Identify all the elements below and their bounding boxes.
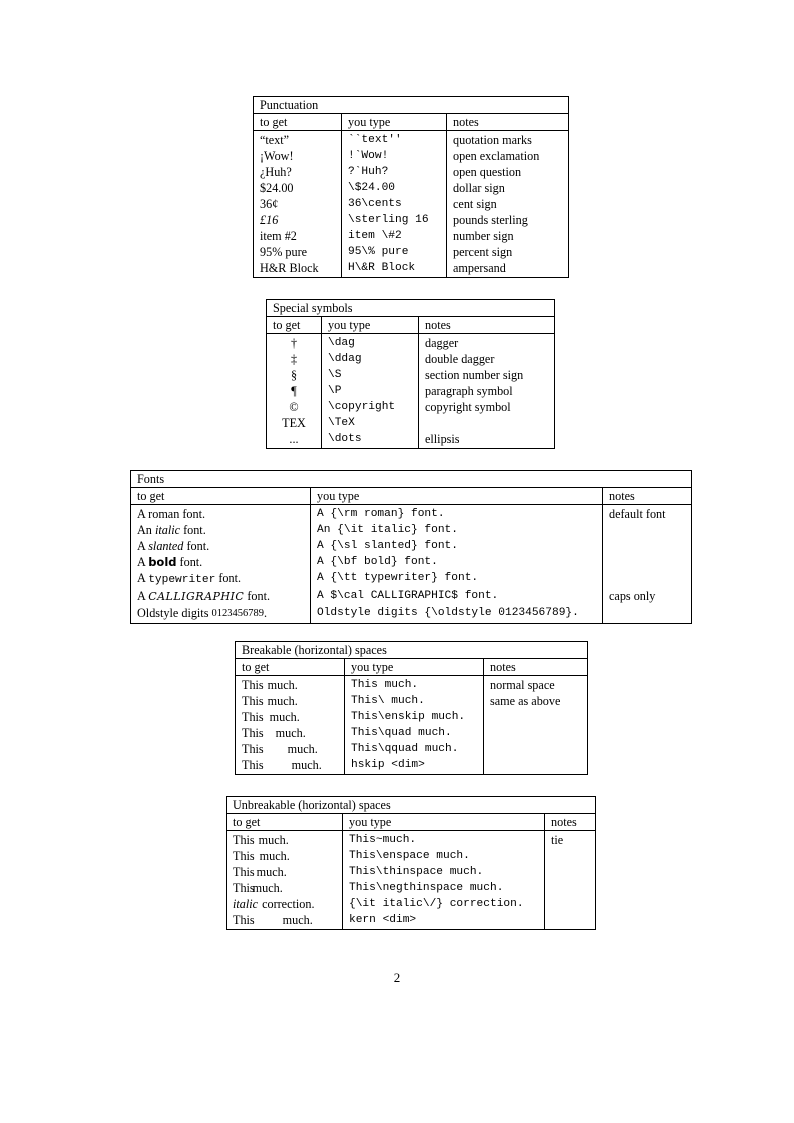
- notes-cell: [484, 709, 588, 725]
- table-row: [227, 880, 596, 896]
- you-type-cell: This\enspace much.: [343, 848, 545, 864]
- bold-sample: bold: [148, 555, 177, 569]
- notes-cell: tie: [545, 831, 596, 849]
- table-row: [131, 522, 692, 538]
- to-get-cell: This much.: [227, 831, 343, 849]
- fonts-title: Fonts: [131, 471, 692, 488]
- italic-sample: italic: [154, 523, 181, 537]
- to-get-cell: “text”: [254, 131, 342, 149]
- notes-cell: [545, 912, 596, 930]
- you-type-cell: \copyright: [322, 399, 419, 415]
- header-you-type: you type: [342, 114, 447, 131]
- table-row: [267, 334, 555, 352]
- to-get-cell: This much.: [227, 864, 343, 880]
- unbreakable-spaces-title: Unbreakable (horizontal) spaces: [227, 797, 596, 814]
- you-type-cell: \dag: [322, 334, 419, 352]
- you-type-cell: kern <dim>: [343, 912, 545, 930]
- table-row: [254, 148, 569, 164]
- table-row: [236, 757, 588, 775]
- table-row: [254, 212, 569, 228]
- to-get-cell: italic correction.: [227, 896, 343, 912]
- copyright-symbol: ©: [267, 399, 322, 415]
- calligraphic-sample: CALLIGRAPHIC: [148, 590, 245, 603]
- fonts-table: [130, 470, 692, 624]
- you-type-cell: This\ much.: [345, 693, 484, 709]
- to-get-cell: 36¢: [254, 196, 342, 212]
- to-get-cell: This much.: [236, 676, 345, 694]
- you-type-cell: A {\bf bold} font.: [311, 554, 603, 570]
- header-notes: notes: [603, 488, 692, 505]
- notes-cell: open question: [447, 164, 569, 180]
- header-you-type: you type: [343, 814, 545, 831]
- oldstyle-digits-sample: 0123456789: [211, 608, 264, 619]
- section-symbol: §: [267, 367, 322, 383]
- you-type-cell: ?`Huh?: [342, 164, 447, 180]
- table-row: [267, 431, 555, 449]
- you-type-cell: \P: [322, 383, 419, 399]
- header-to-get: to get: [131, 488, 311, 505]
- to-get-cell: H&R Block: [254, 260, 342, 278]
- typewriter-sample: typewriter: [148, 574, 216, 586]
- table-row: [227, 896, 596, 912]
- notes-cell: [545, 880, 596, 896]
- table-row: [131, 554, 692, 570]
- to-get-cell: A CALLIGRAPHIC font.: [131, 588, 311, 605]
- you-type-cell: An {\it italic} font.: [311, 522, 603, 538]
- header-you-type: you type: [322, 317, 419, 334]
- table-row: [267, 383, 555, 399]
- punctuation-table: [253, 96, 569, 278]
- notes-cell: ampersand: [447, 260, 569, 278]
- to-get-cell: This much.: [236, 725, 345, 741]
- you-type-cell: hskip <dim>: [345, 757, 484, 775]
- table-row: [236, 693, 588, 709]
- notes-cell: pounds sterling: [447, 212, 569, 228]
- notes-cell: default font: [603, 505, 692, 523]
- to-get-cell: This much.: [227, 912, 343, 930]
- header-to-get: to get: [227, 814, 343, 831]
- notes-cell: dagger: [419, 334, 555, 352]
- notes-cell: [603, 570, 692, 588]
- to-get-cell: This much.: [227, 848, 343, 864]
- notes-cell: copyright symbol: [419, 399, 555, 415]
- notes-cell: section number sign: [419, 367, 555, 383]
- table-row: [227, 848, 596, 864]
- double-dagger-symbol: ‡: [267, 351, 322, 367]
- header-you-type: you type: [311, 488, 603, 505]
- notes-cell: number sign: [447, 228, 569, 244]
- you-type-cell: \sterling 16: [342, 212, 447, 228]
- notes-cell: paragraph symbol: [419, 383, 555, 399]
- to-get-cell: A bold font.: [131, 554, 311, 570]
- you-type-cell: This~much.: [343, 831, 545, 849]
- table-row: [227, 864, 596, 880]
- tex-logo: TEX: [267, 415, 322, 431]
- you-type-cell: 95\% pure: [342, 244, 447, 260]
- table-row: [131, 570, 692, 588]
- notes-cell: caps only: [603, 588, 692, 605]
- header-notes: notes: [419, 317, 555, 334]
- notes-cell: normal space: [484, 676, 588, 694]
- breakable-spaces-table: [235, 641, 588, 775]
- table-row: [254, 180, 569, 196]
- punctuation-title: Punctuation: [254, 97, 569, 114]
- header-notes: notes: [484, 659, 588, 676]
- header-to-get: to get: [236, 659, 345, 676]
- you-type-cell: \S: [322, 367, 419, 383]
- table-row: [227, 831, 596, 849]
- table-row: [254, 260, 569, 278]
- you-type-cell: A {\rm roman} font.: [311, 505, 603, 523]
- slanted-sample: slanted: [148, 539, 184, 553]
- notes-cell: [484, 741, 588, 757]
- unbreakable-spaces-table: [226, 796, 596, 930]
- notes-cell: [545, 896, 596, 912]
- to-get-cell: 95% pure: [254, 244, 342, 260]
- table-row: [236, 741, 588, 757]
- notes-cell: [419, 415, 555, 431]
- table-row: [131, 538, 692, 554]
- you-type-cell: This\thinspace much.: [343, 864, 545, 880]
- notes-cell: [603, 605, 692, 624]
- to-get-cell: £16: [254, 212, 342, 228]
- you-type-cell: This\enskip much.: [345, 709, 484, 725]
- header-notes: notes: [447, 114, 569, 131]
- special-symbols-table: [266, 299, 555, 449]
- breakable-spaces-title: Breakable (horizontal) spaces: [236, 642, 588, 659]
- table-row: [236, 709, 588, 725]
- you-type-cell: !`Wow!: [342, 148, 447, 164]
- to-get-cell: This much.: [236, 741, 345, 757]
- table-row: [267, 415, 555, 431]
- table-row: [267, 351, 555, 367]
- notes-cell: [484, 757, 588, 775]
- to-get-cell: $24.00: [254, 180, 342, 196]
- to-get-cell: This much.: [236, 709, 345, 725]
- you-type-cell: \TeX: [322, 415, 419, 431]
- table-row: [254, 131, 569, 149]
- table-row: [267, 399, 555, 415]
- notes-cell: [545, 848, 596, 864]
- notes-cell: [484, 725, 588, 741]
- you-type-cell: A {\tt typewriter} font.: [311, 570, 603, 588]
- notes-cell: [545, 864, 596, 880]
- table-row: [131, 505, 692, 523]
- notes-cell: [603, 554, 692, 570]
- table-row: [254, 196, 569, 212]
- you-type-cell: {\it italic\/} correction.: [343, 896, 545, 912]
- notes-cell: dollar sign: [447, 180, 569, 196]
- notes-cell: cent sign: [447, 196, 569, 212]
- you-type-cell: This\qquad much.: [345, 741, 484, 757]
- you-type-cell: A {\sl slanted} font.: [311, 538, 603, 554]
- to-get-cell: Oldstyle digits 0123456789.: [131, 605, 311, 624]
- table-row: [254, 228, 569, 244]
- you-type-cell: 36\cents: [342, 196, 447, 212]
- to-get-cell: This much.: [236, 693, 345, 709]
- you-type-cell: This\quad much.: [345, 725, 484, 741]
- notes-cell: quotation marks: [447, 131, 569, 149]
- you-type-cell: Oldstyle digits {\oldstyle 0123456789}.: [311, 605, 603, 624]
- table-row: [267, 367, 555, 383]
- ellipsis-symbol: ...: [267, 431, 322, 449]
- table-row: [254, 244, 569, 260]
- you-type-cell: \dots: [322, 431, 419, 449]
- to-get-cell: A slanted font.: [131, 538, 311, 554]
- table-row: [131, 605, 692, 624]
- you-type-cell: item \#2: [342, 228, 447, 244]
- header-to-get: to get: [254, 114, 342, 131]
- you-type-cell: ``text'': [342, 131, 447, 149]
- notes-cell: [603, 538, 692, 554]
- table-row: [236, 725, 588, 741]
- table-row: [254, 164, 569, 180]
- you-type-cell: This much.: [345, 676, 484, 694]
- header-to-get: to get: [267, 317, 322, 334]
- table-row: [131, 588, 692, 605]
- notes-cell: same as above: [484, 693, 588, 709]
- paragraph-symbol: ¶: [267, 383, 322, 399]
- notes-cell: open exclamation: [447, 148, 569, 164]
- to-get-cell: An italic font.: [131, 522, 311, 538]
- to-get-cell: Thismuch.: [227, 880, 343, 896]
- notes-cell: ellipsis: [419, 431, 555, 449]
- header-you-type: you type: [345, 659, 484, 676]
- you-type-cell: H\&R Block: [342, 260, 447, 278]
- notes-cell: percent sign: [447, 244, 569, 260]
- page-number: 2: [393, 970, 401, 985]
- you-type-cell: \ddag: [322, 351, 419, 367]
- to-get-cell: A typewriter font.: [131, 570, 311, 588]
- notes-cell: [603, 522, 692, 538]
- special-symbols-title: Special symbols: [267, 300, 555, 317]
- to-get-cell: A roman font.: [131, 505, 311, 523]
- to-get-cell: ¿Huh?: [254, 164, 342, 180]
- table-row: [236, 676, 588, 694]
- to-get-cell: ¡Wow!: [254, 148, 342, 164]
- you-type-cell: This\negthinspace much.: [343, 880, 545, 896]
- dagger-symbol: †: [267, 334, 322, 352]
- notes-cell: double dagger: [419, 351, 555, 367]
- you-type-cell: A $\cal CALLIGRAPHIC$ font.: [311, 588, 603, 605]
- to-get-cell: This much.: [236, 757, 345, 775]
- table-row: [227, 912, 596, 930]
- header-notes: notes: [545, 814, 596, 831]
- you-type-cell: \$24.00: [342, 180, 447, 196]
- to-get-cell: item #2: [254, 228, 342, 244]
